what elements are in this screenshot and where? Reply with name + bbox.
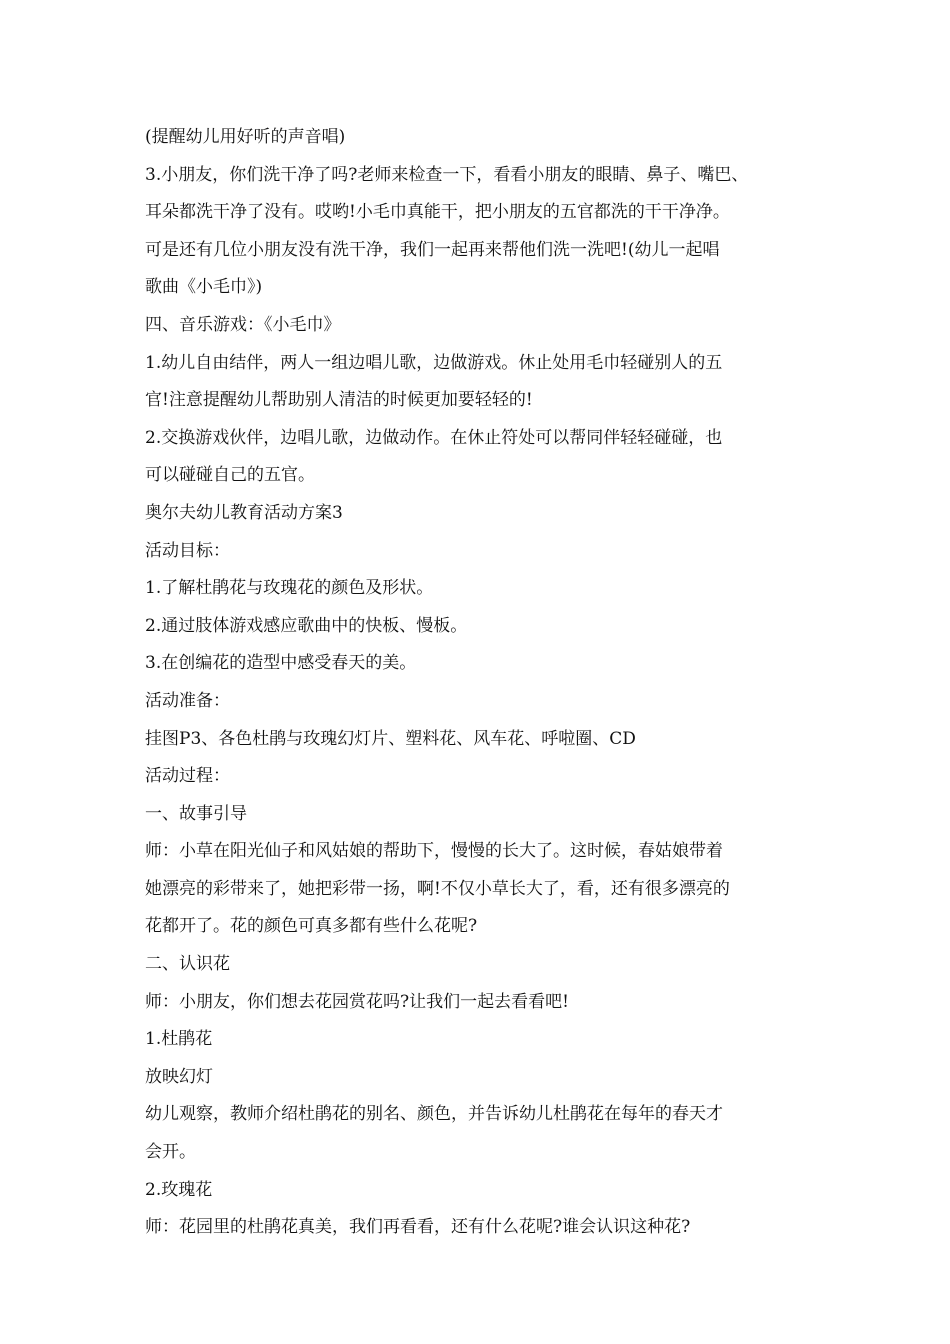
text-line: 官!注意提醒幼儿帮助别人清洁的时候更加要轻轻的! xyxy=(145,390,533,411)
section-heading: 四、音乐游戏：《小毛巾》 xyxy=(145,314,341,335)
text-line: 放映幻灯 xyxy=(145,1066,213,1087)
text-line: 2.交换游戏伙伴，边唱儿歌，边做动作。在休止符处可以帮同伴轻轻碰碰，也 xyxy=(145,427,723,448)
text-line: 可以碰碰自己的五官。 xyxy=(145,465,315,486)
section-heading: 活动过程： xyxy=(145,766,230,787)
list-item: 1.杜鹃花 xyxy=(145,1029,213,1050)
document-body xyxy=(145,119,825,1247)
text-line: 挂图P3、各色杜鹃与玫瑰幻灯片、塑料花、风车花、呼啦圈、CD xyxy=(145,728,636,749)
text-line: 会开。 xyxy=(145,1142,196,1163)
list-item: 2.通过肢体游戏感应歌曲中的快板、慢板。 xyxy=(145,615,468,636)
list-item: 2.玫瑰花 xyxy=(145,1179,213,1200)
section-heading: 活动准备： xyxy=(145,690,230,711)
text-line: 可是还有几位小朋友没有洗干净，我们一起再来帮他们洗一洗吧!(幼儿一起唱 xyxy=(145,239,720,260)
text-line: 师：花园里的杜鹃花真美，我们再看看，还有什么花呢?谁会认识这种花? xyxy=(145,1217,691,1238)
text-line: 花都开了。花的颜色可真多都有些什么花呢? xyxy=(145,916,478,937)
text-line: 幼儿观察，教师介绍杜鹃花的别名、颜色，并告诉幼儿杜鹃花在每年的春天才 xyxy=(145,1104,723,1125)
text-line: 她漂亮的彩带来了，她把彩带一扬，啊!不仅小草长大了，看，还有很多漂亮的 xyxy=(145,878,730,899)
text-line: 3.小朋友，你们洗干净了吗?老师来检查一下，看看小朋友的眼睛、鼻子、嘴巴、 xyxy=(145,164,749,185)
document-title: 奥尔夫幼儿教育活动方案3 xyxy=(145,502,343,523)
text-line: 师：小朋友，你们想去花园赏花吗?让我们一起去看看吧! xyxy=(145,991,569,1012)
section-heading: 二、认识花 xyxy=(145,954,230,975)
section-heading: 活动目标： xyxy=(145,540,230,561)
text-line: 1.幼儿自由结伴，两人一组边唱儿歌，边做游戏。休止处用毛巾轻碰别人的五 xyxy=(145,352,723,373)
text-line: 歌曲《小毛巾》) xyxy=(145,277,263,298)
text-line: 师：小草在阳光仙子和风姑娘的帮助下，慢慢的长大了。这时候，春姑娘带着 xyxy=(145,841,723,862)
text-line: (提醒幼儿用好听的声音唱) xyxy=(145,127,346,147)
section-heading: 一、故事引导 xyxy=(145,803,247,824)
text-line: 耳朵都洗干净了没有。哎哟!小毛巾真能干，把小朋友的五官都洗的干干净净。 xyxy=(145,202,730,223)
list-item: 1.了解杜鹃花与玫瑰花的颜色及形状。 xyxy=(145,578,434,599)
list-item: 3.在创编花的造型中感受春天的美。 xyxy=(145,653,417,674)
